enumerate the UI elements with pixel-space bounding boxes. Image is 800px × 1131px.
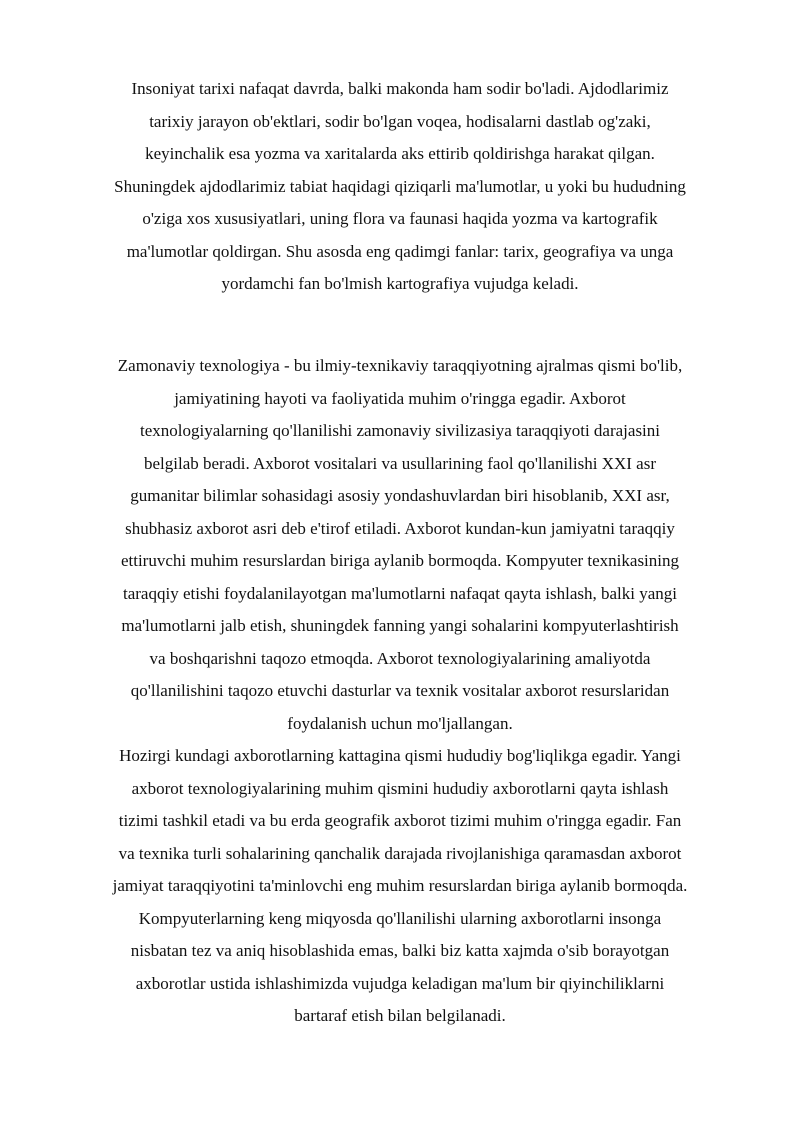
paragraph-modern-technology: Zamonaviy texnologiya - bu ilmiy-texnikaviy taraqqiyotning ajralmas qismi bo'lib, jamiyatining hayoti va faoliyatida muhim o'ringga egadir. Axborot texnologiyalarning qo'llanilishi zamonaviy sivilizasiya taraqqiyoti darajasini belgilab beradi. Axborot vositalari va usullarining faol qo'llanilishi XXI asr gumanitar bilimlar sohasidagi asosiy yondashuvlardan biri hisoblanib, XXI asr, shubhasiz axborot asri deb e'tirof etiladi. Axborot kundan-kun jamiyatni taraqqiy ettiruvchi muhim resurslardan biriga aylanib bormoqda. Kompyuter texnikasining taraqqiy etishi foydalanilayotgan ma'lumotlarni nafaqat qayta ishlash, balki yangi ma'lumotlarni jalb etish, shuningdek fanning yangi sohalarini kompyuterlashtirish va boshqarishni taqozo etmoqda. Axborot texnologiyalarining amaliyotda qo'llanilishini taqozo etuvchi dasturlar va texnik vositalar axborot resurslaridan foydalanish uchun mo'ljallangan. (117, 356, 683, 733)
paragraph-regional-information: Hozirgi kundagi axborotlarning kattagina qismi hududiy bog'liqlikga egadir. Yangi axborot texnologiyalarining muhim qismini hududiy axborotlarni qayta ishlash tizimi tashkil etadi va bu erda geografik axborot tizimi muhim o'ringga egadir. Fan va texnika turli sohalarining qanchalik darajada rivojlanishiga qaramasdan axborot jamiyat taraqqiyotini ta'minlovchi eng muhim resurslardan biriga aylanib bormoqda. Kompyuterlarning keng miqyosda qo'llanilishi ularning axborotlarni insonga nisbatan tez va aniq hisoblashida emas, balki biz katta xajmda o'sib borayotgan axborotlar ustida ishlashimizda vujudga keladigan ma'lum bir qiyinchiliklarni bartaraf etish bilan belgilanadi. (112, 746, 688, 1025)
paragraph-history: Insoniyat tarixi nafaqat davrda, balki makonda ham sodir bo'ladi. Ajdodlarimiz tarixiy jarayon ob'ektlari, sodir bo'lgan voqea, hodisalarni dastlab og'zaki, keyinchalik esa yozma va xaritalarda aks ettirib qoldirishga harakat qilgan. Shuningdek ajdodlarimiz tabiat haqidagi qiziqarli ma'lumotlar, u yoki bu hududning o'ziga xos xususiyatlari, uning flora va faunasi haqida yozma va kartografik ma'lumotlar qoldirgan. Shu asosda eng qadimgi fanlar: tarix, geografiya va unga yordamchi fan bo'lmish kartografiya vujudga keladi. (114, 79, 686, 293)
